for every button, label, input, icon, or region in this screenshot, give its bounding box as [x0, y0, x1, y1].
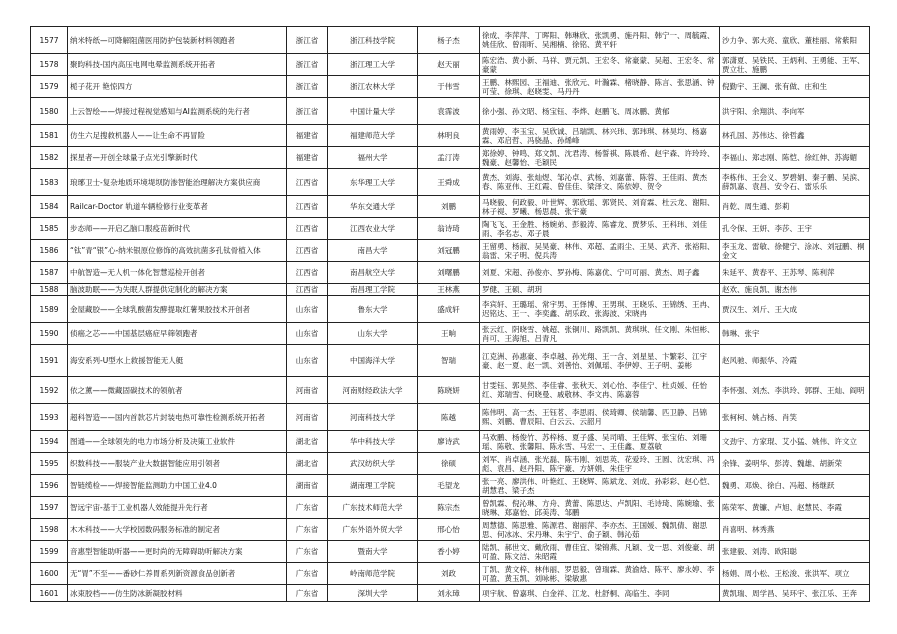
table-row	[31, 563, 870, 585]
table-row	[31, 218, 870, 240]
cell-leader: 刘曙鹏	[418, 262, 480, 284]
cell-number: 1590	[31, 323, 68, 345]
cell-project-title: 步态师——开启乙脑口服疫苗新时代	[68, 218, 287, 240]
cell-university: 河南科技大学	[328, 404, 418, 431]
cell-university: 鲁东大学	[328, 296, 418, 323]
cell-teachers: 张建毅、刘涛、欧阳聪	[720, 541, 870, 563]
table-row	[31, 196, 870, 218]
cell-members: 徐小强、孙文昭、杨宝钰、李烨、赵鹏飞、周冰鹏、黄郁	[480, 98, 720, 125]
cell-leader: 毛望龙	[418, 475, 480, 497]
cell-university: 广东外语外贸大学	[328, 519, 418, 541]
cell-project-title: 上云智绘——焊接过程视觉感知与AI监测系统的先行者	[68, 98, 287, 125]
table-row	[31, 284, 870, 296]
cell-project-title: 脑波助眠——为失眠人群提供定制化的解决方案	[68, 284, 287, 296]
cell-members: 黄杰、刘海、张灿煜、邹沁卓、武杨、刘嘉蕾、陈蓉、王佳雨、黄杰春、陈亚伟、王红霞、曾佳佳、梁泽文、陈依婷、贺令	[480, 169, 720, 196]
cell-members: 李宾轩、王璐瑶、常宇男、王怿博、王男琪、王晓乐、王锦绣、王冉、迟铭达、王一、李奕鑫、胡乐政、张海波、宋晓冉	[480, 296, 720, 323]
cell-project-title: 仿生六足搜救机器人——让生命不再冒险	[68, 125, 287, 147]
cell-project-title: “钛”青“银”心-纳米银原位修饰的高效抗菌多孔钛骨植入体	[68, 240, 287, 262]
cell-teachers: 洪宇阳、余翔洪、李向军	[720, 98, 870, 125]
table-row	[31, 431, 870, 453]
cell-teachers: 陈荣军、黄镰、卢旭、赵慧民、李霞	[720, 497, 870, 519]
cell-number: 1596	[31, 475, 68, 497]
cell-teachers: 黄凯瑞、周学昌、吴环宇、张江乐、王奔	[720, 585, 870, 602]
cell-leader: 林明良	[418, 125, 480, 147]
cell-leader: 刘政	[418, 563, 480, 585]
cell-members: 陈宏浩、黄小新、马祥、贾元凯、王宏冬、常豪蒙、吴超、王宏冬、常豪蒙	[480, 54, 720, 76]
cell-leader: 赵天丽	[418, 54, 480, 76]
cell-members: 陶飞飞、王金胜、杨婉弟、彭毅涛、陈睿龙、贾梦乐、王科玮、刘佳雨、李名志、邓子晨	[480, 218, 720, 240]
cell-number: 1599	[31, 541, 68, 563]
table-row	[31, 98, 870, 125]
cell-teachers: 余锋、姜明华、彭涛、魏雄、胡新荣	[720, 453, 870, 475]
cell-number: 1581	[31, 125, 68, 147]
cell-leader: 袁霈波	[418, 98, 480, 125]
cell-teachers: 张柯柯、姚占杨、肖笑	[720, 404, 870, 431]
cell-project-title: 织数科技——服装产业大数据智能应用引领者	[68, 453, 287, 475]
cell-leader: 邢心怡	[418, 519, 480, 541]
cell-number: 1597	[31, 497, 68, 519]
cell-members: 陈伟明、高一杰、王钰茗、李思雨、侯琦卿、侯瑞馨、匹卫静、吕锦熙、刘鹏、曹辰阳、白云云、云韶月	[480, 404, 720, 431]
cell-university: 南昌航空大学	[328, 262, 418, 284]
cell-project-title: 纳米特纸—可降解阻菌医用防护包装新材料领跑者	[68, 27, 287, 54]
cell-university: 深圳大学	[328, 585, 418, 602]
cell-province: 浙江省	[287, 27, 328, 54]
cell-leader: 香小婷	[418, 541, 480, 563]
cell-members: 曾凯霖、倪沁琳、方舟、黄蕾、陈思达、卢凯阳、毛诗琦、陈婉瑜、张晓琳、郑嘉怡、邱美涛、邹鹏	[480, 497, 720, 519]
cell-number: 1585	[31, 218, 68, 240]
cell-project-title: 智链缆检——焊接智能监测助力中国工业4.0	[68, 475, 287, 497]
cell-project-title: 智远宇宙-基于工业机器人效能提升先行者	[68, 497, 287, 519]
cell-teachers: 李福山、郑志刚、陈恺、徐红伸、苏海媚	[720, 147, 870, 169]
cell-project-title: 图通——全球领先的电力市场分析及决策工业软件	[68, 431, 287, 453]
cell-teachers: 赵欢、施良凯、谢杰伟	[720, 284, 870, 296]
cell-university: 华中科技大学	[328, 431, 418, 453]
cell-province: 河南省	[287, 404, 328, 431]
cell-university: 浙江理工大学	[328, 54, 418, 76]
cell-members: 罗健、王硕、胡玥	[480, 284, 720, 296]
cell-members: 甘雯钰、郭昊然、李佳睿、张秋天、刘心怡、李佳宁、杜贞媛、任怡红、郑瑞雪、何晓曼、戚敬林、李文冉、陈嘉蓉	[480, 377, 720, 404]
cell-number: 1587	[31, 262, 68, 284]
cell-project-title: 中航智造—无人机一体化智慧巡检开创者	[68, 262, 287, 284]
cell-members: 王鹏、林熙园、王福迪、张欣元、叶瀚霖、楮晓静、陈言、张思涵、钟可莹、徐琪、赵晓雯、马丹丹	[480, 76, 720, 98]
cell-number: 1577	[31, 27, 68, 54]
cell-members: 徐成、李萍萍、丁晖阳、韩琳欣、张凯勇、施丹阳、韩宁一、周毓霞、姚佳欣、曾雨昕、吴湘楠、徐铭、黄平轩	[480, 27, 720, 54]
cell-number: 1591	[31, 345, 68, 377]
cell-teachers: 肖喜明、林秀燕	[720, 519, 870, 541]
cell-members: 马欢鹏、杨俊竹、苏梓杨、夏子盛、吴司晴、王佳辉、张宝佑、刘珊瑶、陈敬、张馨阳、陈永雪、马宏一、王佳鑫、夏荔敏	[480, 431, 720, 453]
table-row	[31, 345, 870, 377]
cell-number: 1578	[31, 54, 68, 76]
table-row	[31, 27, 870, 54]
cell-teachers: 朱延平、黄春平、王苏琴、陈利萍	[720, 262, 870, 284]
cell-project-title: 超科智造——国内首款芯片封装电热可靠性检测系统开拓者	[68, 404, 287, 431]
cell-university: 华东交通大学	[328, 196, 418, 218]
cell-province: 山东省	[287, 296, 328, 323]
cell-teachers: 肖乾、周生通、彭莉	[720, 196, 870, 218]
cell-teachers: 赵风驰、师振华、冷霞	[720, 345, 870, 377]
cell-number: 1595	[31, 453, 68, 475]
cell-teachers: 林孔国、苏伟达、徐哲鑫	[720, 125, 870, 147]
cell-province: 浙江省	[287, 76, 328, 98]
cell-province: 江西省	[287, 196, 328, 218]
cell-leader: 于伟雪	[418, 76, 480, 98]
table-row	[31, 54, 870, 76]
cell-project-title: 聚昀科技-国内高压电网电晕监测系统开拓者	[68, 54, 287, 76]
cell-leader: 盛成轩	[418, 296, 480, 323]
table-row	[31, 147, 870, 169]
cell-university: 暨南大学	[328, 541, 418, 563]
cell-number: 1582	[31, 147, 68, 169]
cell-province: 浙江省	[287, 54, 328, 76]
cell-leader: 王晌	[418, 323, 480, 345]
table-row	[31, 169, 870, 196]
cell-number: 1579	[31, 76, 68, 98]
cell-university: 山东大学	[328, 323, 418, 345]
cell-members: 黄雨婷、李玉宝、吴欣诚、吕瑞凯、林兴玮、郭玮琪、林昊均、杨嘉霖、邓启哲、冯骁晶、孙烯峰	[480, 125, 720, 147]
table-body	[31, 27, 870, 602]
cell-province: 江西省	[287, 284, 328, 296]
cell-province: 江西省	[287, 218, 328, 240]
cell-province: 江西省	[287, 262, 328, 284]
cell-leader: 智瑞	[418, 345, 480, 377]
cell-leader: 刘鹏	[418, 196, 480, 218]
table-row	[31, 497, 870, 519]
table-row	[31, 475, 870, 497]
cell-project-title: 依之薰——微藏固碳技术的领航者	[68, 377, 287, 404]
cell-number: 1580	[31, 98, 68, 125]
cell-province: 山东省	[287, 345, 328, 377]
cell-project-title: Railcar-Doctor 轨道车辆检修行业变革者	[68, 196, 287, 218]
cell-leader: 刘永璋	[418, 585, 480, 602]
cell-province: 河南省	[287, 377, 328, 404]
table-row	[31, 541, 870, 563]
project-table	[30, 26, 870, 602]
cell-teachers: 杨娟、周小松、王松浚、张洪军、项立	[720, 563, 870, 585]
cell-project-title: 金屋藏胶——全球乳酸菌发酵提取红薯果胶技术开创者	[68, 296, 287, 323]
cell-members: 张云红、阴晓雪、姚超、张铜川、路凯凯、黄琪琪、任文刚、朱恒彬、肖可、王海旭、吕青凡	[480, 323, 720, 345]
cell-number: 1584	[31, 196, 68, 218]
cell-teachers: 沙力争、郭大亮、童欣、董桂丽、常紫阳	[720, 27, 870, 54]
cell-province: 广东省	[287, 563, 328, 585]
cell-leader: 徐硕	[418, 453, 480, 475]
cell-province: 广东省	[287, 519, 328, 541]
cell-leader: 杨子杰	[418, 27, 480, 54]
cell-teachers: 韩琳、张宇	[720, 323, 870, 345]
cell-teachers: 李玉龙、雷敏、徐健宁、涂冰、刘冠鹏、桐金文	[720, 240, 870, 262]
cell-number: 1592	[31, 377, 68, 404]
cell-province: 广东省	[287, 541, 328, 563]
cell-project-title: 木木科技——大学校园数码服务标准的制定者	[68, 519, 287, 541]
cell-province: 广东省	[287, 497, 328, 519]
cell-members: 江克洲、孙惠豪、李卓越、孙光翔、王一含、刘星星、卞繁彩、江宇豪、赵一夏、赵一凯、刘善怡、刘佩瑶、李伊婷、王子明、姜彬	[480, 345, 720, 377]
cell-project-title: 海安系列-U型水上救援智能无人艇	[68, 345, 287, 377]
cell-university: 浙江科技学院	[328, 27, 418, 54]
cell-number: 1594	[31, 431, 68, 453]
cell-number: 1589	[31, 296, 68, 323]
cell-members: 刘夏、宋超、孙俊亦、罗孙梅、陈嘉优、宁可可丽、黄杰、周子鑫	[480, 262, 720, 284]
cell-project-title: 琅琊卫士-复杂地质环境堤坝防渗智能治理解决方案供应商	[68, 169, 287, 196]
cell-province: 湖北省	[287, 431, 328, 453]
cell-university: 武汉纺织大学	[328, 453, 418, 475]
cell-number: 1593	[31, 404, 68, 431]
cell-number: 1601	[31, 585, 68, 602]
cell-university: 河南财经政法大学	[328, 377, 418, 404]
cell-number: 1586	[31, 240, 68, 262]
table-row	[31, 240, 870, 262]
table-row	[31, 377, 870, 404]
cell-leader: 廖诗武	[418, 431, 480, 453]
cell-members: 陆凯、郝世文、戴欣雨、曹佳宜、梁锦燕、凡颖、戈一思、刘俊豪、胡可盈、陈文洁、朱昭霞	[480, 541, 720, 563]
cell-number: 1600	[31, 563, 68, 585]
cell-members: 马晓毅、何政毅、叶世辉、郭欣瑶、郭贤民、刘育霖、杜云龙、谢阳、林子禔、罗曦、杨思晨、张宇豪	[480, 196, 720, 218]
cell-province: 江西省	[287, 169, 328, 196]
cell-members: 丁凯、黄文梓、林伟丽、罗思毅、曾瑞霖、黄渝焓、陈平、廖永婷、李可盈、黄玉凯、刘咏彬、梁敏惠	[480, 563, 720, 585]
cell-leader: 陈越	[418, 404, 480, 431]
table-row	[31, 323, 870, 345]
cell-leader: 刘冠鹏	[418, 240, 480, 262]
cell-members: 项宇航、曾嘉琪、白金祥、江龙、杜舒桐、高临生、李同	[480, 585, 720, 602]
cell-members: 周慧德、陈思雅、陈源君、谢丽萍、李亦杰、王国媛、魏凯倩、谢思思、何冰冰、宋丹琳、朱宇宁、俞子颖、韩沁茹	[480, 519, 720, 541]
table-row	[31, 262, 870, 284]
cell-project-title: 音惠型智能助听器——更时尚的无障碍助听解决方案	[68, 541, 287, 563]
table-row	[31, 519, 870, 541]
cell-university: 湖南理工学院	[328, 475, 418, 497]
cell-university: 南昌理工学院	[328, 284, 418, 296]
cell-members: 郑徐婷、钟鸣、郑文凯、沈君涛、杨誓祺、陈晨希、赵宇森、许玲玲、魏豪、赵馨怡、毛颖民	[480, 147, 720, 169]
cell-province: 山东省	[287, 323, 328, 345]
cell-university: 福州大学	[328, 147, 418, 169]
cell-teachers: 贾汉生、刘斤、王大成	[720, 296, 870, 323]
table-row	[31, 404, 870, 431]
cell-leader: 陈晓妍	[418, 377, 480, 404]
cell-teachers: 倪勤宇、王澜、张有做、庄和生	[720, 76, 870, 98]
cell-teachers: 魏勇、邓焕、徐白、冯超、杨继跃	[720, 475, 870, 497]
cell-province: 湖南省	[287, 475, 328, 497]
cell-university: 南昌大学	[328, 240, 418, 262]
cell-number: 1598	[31, 519, 68, 541]
table-row	[31, 125, 870, 147]
cell-project-title: 无“胃”不至——番砂仁养胃系列新资源食品创新者	[68, 563, 287, 585]
cell-leader: 王林燕	[418, 284, 480, 296]
table-row	[31, 585, 870, 602]
cell-university: 广东技术师范大学	[328, 497, 418, 519]
cell-project-title: 栀子花开 艳惊四方	[68, 76, 287, 98]
cell-university: 中国海洋大学	[328, 345, 418, 377]
cell-province: 湖北省	[287, 453, 328, 475]
cell-province: 福建省	[287, 125, 328, 147]
table-row	[31, 76, 870, 98]
cell-teachers: 郭潇夏、吴铁民、王炳利、王勇能、王军、贾立壮、施鹏	[720, 54, 870, 76]
cell-university: 浙江农林大学	[328, 76, 418, 98]
cell-university: 福建师范大学	[328, 125, 418, 147]
cell-province: 广东省	[287, 585, 328, 602]
table-row	[31, 453, 870, 475]
cell-teachers: 李栋伟、王会义、罗碧娟、秦子鹏、吴滨、薛凯嘉、袁昌、安令石、雷乐乐	[720, 169, 870, 196]
cell-number: 1588	[31, 284, 68, 296]
cell-project-title: 冰束胶档——仿生防冰新凝胶材料	[68, 585, 287, 602]
cell-teachers: 孔令保、王妍、李莎、王宇	[720, 218, 870, 240]
cell-members: 刘军、肖卓涵、张光磊、陈韦刚、刘思英、花爱玲、王圆、沈宏琪、冯彪、袁昌、赵丹阳、陈宇豪、方妍娟、朱佳宇	[480, 453, 720, 475]
cell-university: 东华理工大学	[328, 169, 418, 196]
cell-project-title: 探星者—开创全球量子点光引擎新时代	[68, 147, 287, 169]
cell-province: 浙江省	[287, 98, 328, 125]
cell-teachers: 李怀强、刘杰、李洪玲、郭群、王灿、阎明	[720, 377, 870, 404]
cell-leader: 孟汀涛	[418, 147, 480, 169]
cell-leader: 王舜成	[418, 169, 480, 196]
cell-number: 1583	[31, 169, 68, 196]
cell-province: 江西省	[287, 240, 328, 262]
cell-university: 江西农业大学	[328, 218, 418, 240]
cell-teachers: 文劲宇、方家琨、艾小猛、姚伟、许文立	[720, 431, 870, 453]
cell-project-title: 侦癌之芯——中国基层癌症早筛领跑者	[68, 323, 287, 345]
cell-university: 中国计量大学	[328, 98, 418, 125]
cell-leader: 陈宗杰	[418, 497, 480, 519]
cell-leader: 翁诗琦	[418, 218, 480, 240]
cell-university: 岭南师范学院	[328, 563, 418, 585]
cell-province: 福建省	[287, 147, 328, 169]
cell-members: 张一亮、廖洪伟、叶艳红、王晓辉、陈斌龙、刘成、孙彩彩、赵心恺、胡慧君、梁子杰	[480, 475, 720, 497]
cell-members: 王留勇、杨淑、吴昊豪、林伟、邓超、孟雨尘、王昊、武齐、张裕阳、翁雷、宋子明、倪兵涛	[480, 240, 720, 262]
table-row	[31, 296, 870, 323]
